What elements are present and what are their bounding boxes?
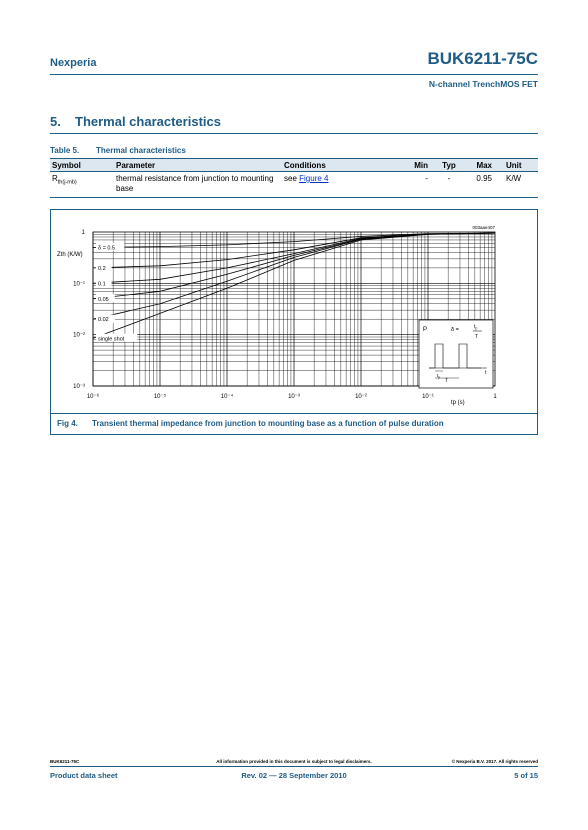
company-name: Nexperia [50,57,97,69]
series-label: 0.05 [98,296,109,303]
col-conditions: Conditions [284,161,326,170]
part-number: BUK6211-75C [427,49,538,68]
pulse-inset [419,320,493,388]
table-caption-title: Thermal characteristics [96,146,186,155]
series-label: 0.02 [98,317,109,324]
inset-t-axis-label: t [485,370,487,376]
y-tick-label: 10⁻² [73,332,85,339]
cell-conditions [284,174,328,183]
inset-delta-tp: t [474,324,476,330]
x-tick-label: 1 [493,394,497,400]
inset-tp-sub: p [438,375,441,380]
y-tick-label: 1 [81,230,85,236]
table-row [50,172,538,198]
section-title [50,114,221,129]
x-tick-label: 10⁻³ [288,394,300,400]
series-label: single shot [98,336,125,343]
cell-symbol [52,174,77,186]
product-subtitle: N-channel TrenchMOS FET [428,79,538,89]
symbol-subscript: th(j-mb) [57,179,77,186]
conditions-prefix: see [284,174,300,183]
x-tick-label: 10⁻¹ [422,394,434,400]
series-label: δ = 0.5 [98,245,115,252]
figure-caption-title: Transient thermal impedance from junction to mounting base as a function of pulse duration [92,419,444,428]
figure-code: 003aae407 [472,225,495,230]
x-tick-label: 10⁻⁵ [153,394,167,400]
y-tick-label: 10⁻³ [73,384,85,390]
figure-caption-label: Fig 4. [57,419,78,428]
inset-delta-den: T [475,334,479,340]
table-header [50,158,538,172]
figure-caption-rule [51,413,537,414]
col-typ: Typ [442,161,456,170]
footer-page: 5 of 15 [514,771,538,780]
symbol-text: R [52,174,58,183]
col-max: Max [476,161,492,170]
figure-4-link[interactable]: Figure 4 [299,174,329,183]
inset-period-label: T [445,378,449,384]
section-number: 5. [50,114,61,129]
series-label: 0.2 [98,265,106,272]
col-min: Min [414,161,428,170]
cell-unit: K/W [506,174,522,183]
col-unit: Unit [506,161,522,170]
footer-doc-id: BUK6211-75C [50,759,80,764]
cell-max: 0.95 [476,174,492,183]
y-tick-label: 10⁻¹ [73,281,85,288]
figure-box [50,209,538,435]
cell-parameter: thermal resistance from junction to mounting base [116,174,274,193]
footer-rule [50,766,538,767]
series-label: 0.1 [98,281,106,288]
thermal-table [50,158,538,198]
col-symbol: Symbol [52,161,81,170]
figure-caption [57,419,444,428]
inset-tp-t: t [437,373,439,378]
section-rule [50,133,538,134]
footer-disclaimer: All information provided in this document is subject to legal disclaimers. [216,759,372,764]
inset-delta: δ = [451,327,459,333]
footer-copyright: © Nexperia B.V. 2017. All rights reserved [451,759,538,764]
cell-min: - [425,174,428,183]
cell-typ: - [447,174,451,183]
table-caption [50,146,186,155]
footer-doc-type: Product data sheet [50,771,118,780]
x-axis-label: tp (s) [451,400,465,406]
header-rule [50,74,538,75]
x-tick-label: 10⁻² [355,394,367,400]
y-axis-label: Zth (K/W) [57,252,83,258]
footer-revision: Rev. 02 — 28 September 2010 [241,771,347,780]
x-tick-label: 10⁻⁴ [220,394,234,400]
section-title-text: Thermal characteristics [75,114,221,129]
inset-p-label: P [423,327,428,333]
series-labels [96,243,137,342]
x-tick-label: 10⁻⁶ [86,394,100,400]
col-parameter: Parameter [116,161,156,170]
inset-delta-tp-sub: p [475,326,478,331]
thermal-impedance-chart [51,210,537,410]
table-caption-label: Table 5. [50,146,80,155]
